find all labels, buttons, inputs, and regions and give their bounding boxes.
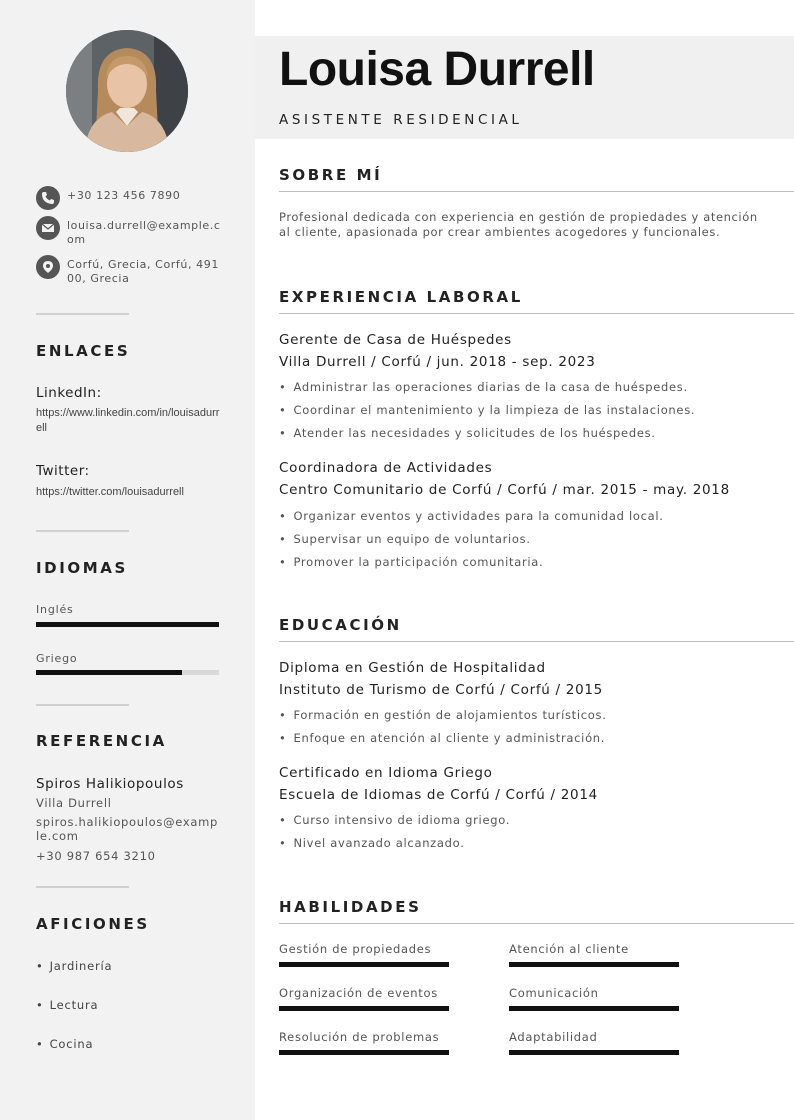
section-rule xyxy=(279,641,794,642)
main-content xyxy=(255,0,794,1120)
reference-phone: +30 987 654 3210 xyxy=(36,849,156,863)
twitter-label: Twitter: xyxy=(36,463,90,479)
skill-item xyxy=(279,1030,449,1055)
skill-item xyxy=(509,942,679,967)
entry-title: Gerente de Casa de Huéspedes xyxy=(279,332,512,348)
phone-text: +30 123 456 7890 xyxy=(67,189,181,202)
languages-heading: IDIOMAS xyxy=(36,559,128,577)
list-item: • Enfoque en atención al cliente y administración. xyxy=(279,731,606,745)
reference-company: Villa Durrell xyxy=(36,796,112,810)
skill-level-fill xyxy=(509,962,679,967)
list-item: • Cocina xyxy=(36,1037,94,1051)
entry-title: Certificado en Idioma Griego xyxy=(279,765,493,781)
about-text: Profesional dedicada con experiencia en gestión de propiedades y atención al cliente, apasionada por crear ambientes acogedores y funcionales. xyxy=(279,210,758,239)
links-heading: ENLACES xyxy=(36,342,131,360)
list-item: • Supervisar un equipo de voluntarios. xyxy=(279,532,531,546)
list-item: • Administrar las operaciones diarias de la casa de huéspedes. xyxy=(279,380,688,394)
skill-level-bar xyxy=(509,1050,679,1055)
entry-subtitle: Instituto de Turismo de Corfú / Corfú / 2015 xyxy=(279,682,603,698)
reference-name: Spiros Halikiopoulos xyxy=(36,776,184,792)
linkedin-label: LinkedIn: xyxy=(36,385,102,401)
reference-heading: REFERENCIA xyxy=(36,732,167,750)
skill-label: Comunicación xyxy=(509,986,599,1000)
language-level-fill xyxy=(36,670,182,675)
language-level-bar xyxy=(36,622,219,627)
list-item: • Atender las necesidades y solicitudes de los huéspedes. xyxy=(279,426,656,440)
skills-heading: HABILIDADES xyxy=(279,898,422,916)
entry-subtitle: Escuela de Idiomas de Corfú / Corfú / 2014 xyxy=(279,787,598,803)
job-title: ASISTENTE RESIDENCIAL xyxy=(279,112,523,128)
page-title: Louisa Durrell xyxy=(279,43,595,96)
avatar xyxy=(66,30,188,152)
skill-item xyxy=(509,1030,679,1055)
list-item: • Organizar eventos y actividades para la comunidad local. xyxy=(279,509,664,523)
skill-level-fill xyxy=(279,1050,449,1055)
sidebar xyxy=(0,0,255,1120)
reference-email[interactable]: spiros.halikiopoulos@example.com xyxy=(36,815,219,843)
skill-level-bar xyxy=(509,1006,679,1011)
skill-level-bar xyxy=(279,1050,449,1055)
skill-label: Organización de eventos xyxy=(279,986,438,1000)
list-item: • Jardinería xyxy=(36,959,113,973)
experience-heading: EXPERIENCIA LABORAL xyxy=(279,288,523,306)
skill-level-fill xyxy=(279,962,449,967)
list-item: • Lectura xyxy=(36,998,99,1012)
skill-label: Gestión de propiedades xyxy=(279,942,432,956)
twitter-link[interactable]: https://twitter.com/louisadurrell xyxy=(36,486,184,498)
list-item: • Curso intensivo de idioma griego. xyxy=(279,813,511,827)
location-pin-icon xyxy=(36,255,60,279)
sidebar-divider xyxy=(36,530,129,532)
skill-item xyxy=(509,986,679,1011)
list-item: • Promover la participación comunitaria. xyxy=(279,555,544,569)
phone-icon xyxy=(36,186,60,210)
hobbies-heading: AFICIONES xyxy=(36,915,150,933)
email-text[interactable]: louisa.durrell@example.com xyxy=(67,219,221,246)
section-rule xyxy=(279,313,794,314)
language-level-fill xyxy=(36,622,219,627)
entry-subtitle: Villa Durrell / Corfú / jun. 2018 - sep. 2023 xyxy=(279,354,596,370)
skill-level-fill xyxy=(509,1006,679,1011)
sidebar-divider xyxy=(36,704,129,706)
sidebar-divider xyxy=(36,313,129,315)
entry-title: Coordinadora de Actividades xyxy=(279,460,493,476)
list-item: • Coordinar el mantenimiento y la limpieza de las instalaciones. xyxy=(279,403,696,417)
language-level-bar xyxy=(36,670,219,675)
skill-level-bar xyxy=(509,962,679,967)
language-label: Griego xyxy=(36,652,78,665)
section-rule xyxy=(279,923,794,924)
address-text: Corfú, Grecia, Corfú, 49100, Grecia xyxy=(67,258,219,285)
about-heading: SOBRE MÍ xyxy=(279,166,383,184)
linkedin-link[interactable]: https://www.linkedin.com/in/louisadurrell xyxy=(36,407,220,434)
education-heading: EDUCACIÓN xyxy=(279,616,402,634)
skill-level-bar xyxy=(279,1006,449,1011)
mail-icon xyxy=(36,216,60,240)
skill-label: Resolución de problemas xyxy=(279,1030,440,1044)
entry-title: Diploma en Gestión de Hospitalidad xyxy=(279,660,546,676)
section-rule xyxy=(279,191,794,192)
skill-item xyxy=(279,942,449,967)
skill-label: Atención al cliente xyxy=(509,942,629,956)
skill-level-fill xyxy=(279,1006,449,1011)
list-item: • Nivel avanzado alcanzado. xyxy=(279,836,465,850)
skill-item xyxy=(279,986,449,1011)
sidebar-divider xyxy=(36,886,129,888)
list-item: • Formación en gestión de alojamientos turísticos. xyxy=(279,708,607,722)
skill-level-bar xyxy=(279,962,449,967)
skill-label: Adaptabilidad xyxy=(509,1030,598,1044)
language-label: Inglés xyxy=(36,603,74,616)
skill-level-fill xyxy=(509,1050,679,1055)
entry-subtitle: Centro Comunitario de Corfú / Corfú / mar. 2015 - may. 2018 xyxy=(279,482,730,498)
